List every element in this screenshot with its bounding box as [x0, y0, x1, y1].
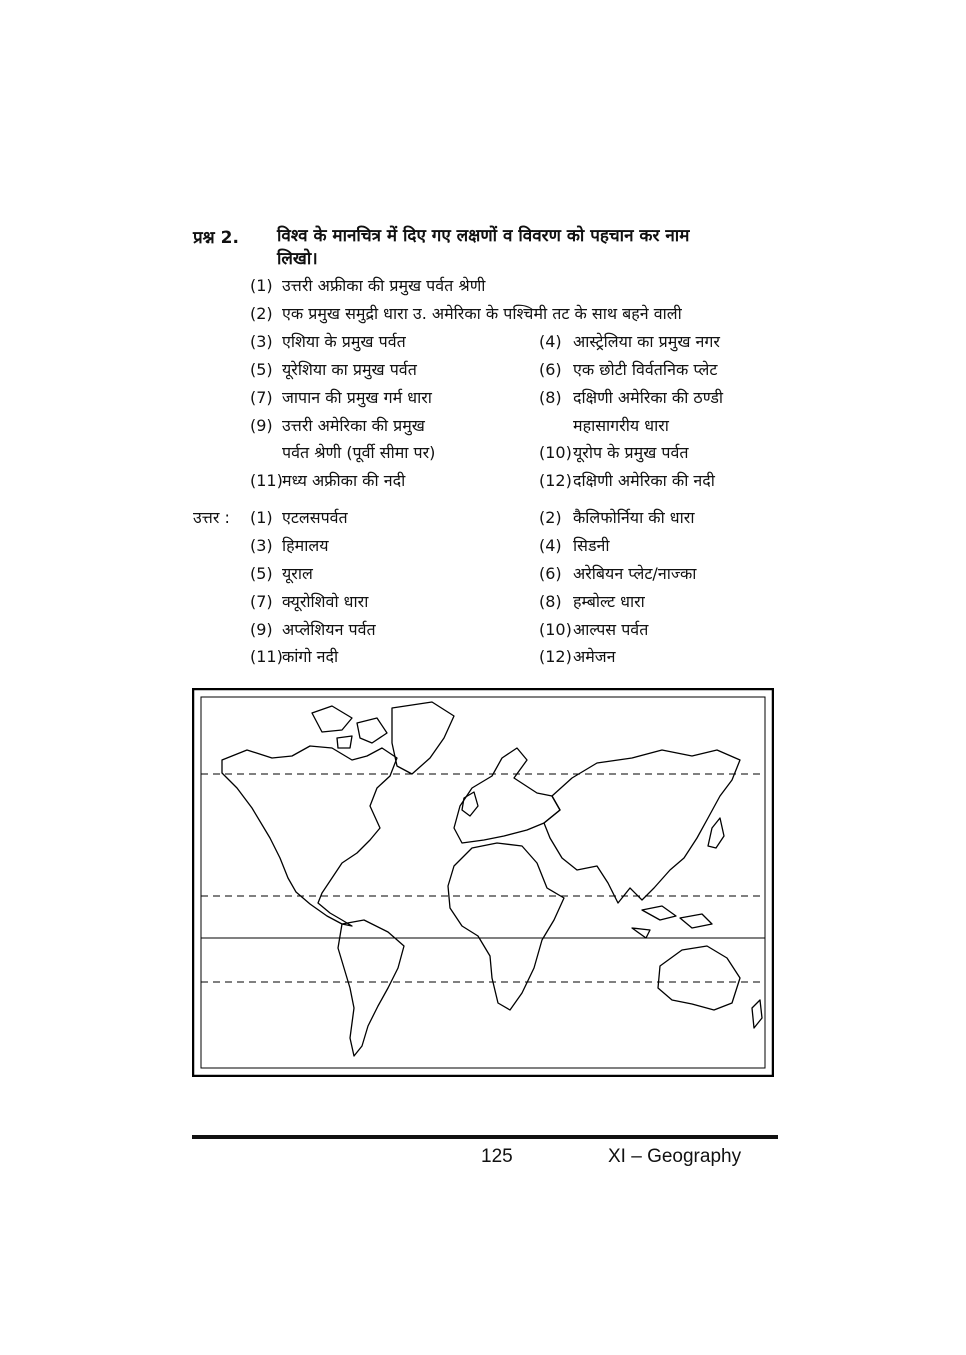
- answer-4-text: सिडनी: [573, 536, 610, 555]
- item-8-text-line2: महासागरीय धारा: [573, 416, 669, 435]
- answer-3-num: (3): [250, 536, 273, 555]
- item-7-num: (7): [250, 388, 273, 407]
- footer-subject: XI – Geography: [608, 1146, 742, 1167]
- item-11-text: मध्य अफ्रीका की नदी: [282, 471, 406, 490]
- world-map: [192, 688, 774, 1077]
- answer-4-num: (4): [539, 536, 562, 555]
- page-number: 125: [481, 1146, 513, 1167]
- question-text-line2: लिखो।: [277, 249, 318, 269]
- answer-9-num: (9): [250, 620, 273, 639]
- answer-10-text: आल्पस पर्वत: [573, 620, 649, 639]
- item-6-text: एक छोटी विर्वतनिक प्लेट: [573, 360, 718, 379]
- answer-2-num: (2): [539, 508, 562, 527]
- answer-5-num: (5): [250, 564, 273, 583]
- answer-8-num: (8): [539, 592, 562, 611]
- item-2-text: एक प्रमुख समुद्री धारा उ. अमेरिका के पश्चिमी तट के साथ बहने वाली: [282, 304, 682, 323]
- answer-6-num: (6): [539, 564, 562, 583]
- item-10-num: (10): [539, 443, 572, 462]
- item-6-num: (6): [539, 360, 562, 379]
- item-12-num: (12): [539, 471, 572, 490]
- item-4-num: (4): [539, 332, 562, 351]
- item-12-text: दक्षिणी अमेरिका की नदी: [573, 471, 715, 490]
- answer-label: उत्तर :: [193, 508, 230, 527]
- item-2-num: (2): [250, 304, 273, 323]
- answer-1-text: एटलसपर्वत: [282, 508, 348, 527]
- answer-12-num: (12): [539, 647, 572, 666]
- answer-5-text: यूराल: [282, 564, 313, 583]
- item-9-text: उत्तरी अमेरिका की प्रमुख: [282, 416, 425, 435]
- item-7-text: जापान की प्रमुख गर्म धारा: [282, 388, 432, 407]
- item-11-num: (11): [250, 471, 283, 490]
- answer-6-text: अरेबियन प्लेट/नाज्का: [573, 564, 697, 583]
- item-10-text: यूरोप के प्रमुख पर्वत: [573, 443, 689, 462]
- question-number: प्रश्न 2.: [193, 228, 239, 248]
- item-3-num: (3): [250, 332, 273, 351]
- answer-1-num: (1): [250, 508, 273, 527]
- item-3-text: एशिया के प्रमुख पर्वत: [282, 332, 406, 351]
- item-5-text: यूरेशिया का प्रमुख पर्वत: [282, 360, 417, 379]
- answer-11-num: (11): [250, 647, 283, 666]
- answer-12-text: अमेजन: [573, 647, 616, 666]
- answer-10-num: (10): [539, 620, 572, 639]
- answer-8-text: हम्बोल्ट धारा: [573, 592, 645, 611]
- question-text-line1: विश्व के मानचित्र में दिए गए लक्षणों व विवरण को पहचान कर नाम: [277, 226, 690, 246]
- item-9-text-line2: पर्वत श्रेणी (पूर्वी सीमा पर): [282, 443, 436, 462]
- item-4-text: आस्ट्रेलिया का प्रमुख नगर: [573, 332, 720, 351]
- item-9-num: (9): [250, 416, 273, 435]
- answer-7-num: (7): [250, 592, 273, 611]
- answer-3-text: हिमालय: [282, 536, 329, 555]
- map-outer-frame: [193, 689, 773, 1076]
- item-8-text: दक्षिणी अमेरिका की ठण्डी: [573, 388, 724, 407]
- answer-2-text: कैलिफोर्निया की धारा: [573, 508, 695, 527]
- footer-rule: [192, 1135, 778, 1139]
- answer-9-text: अप्लेशियन पर्वत: [282, 620, 376, 639]
- item-8-num: (8): [539, 388, 562, 407]
- item-1-text: उत्तरी अफ्रीका की प्रमुख पर्वत श्रेणी: [282, 276, 486, 295]
- item-1-num: (1): [250, 276, 273, 295]
- item-5-num: (5): [250, 360, 273, 379]
- answer-11-text: कांगो नदी: [282, 647, 339, 666]
- answer-7-text: क्यूरोशिवो धारा: [282, 592, 369, 611]
